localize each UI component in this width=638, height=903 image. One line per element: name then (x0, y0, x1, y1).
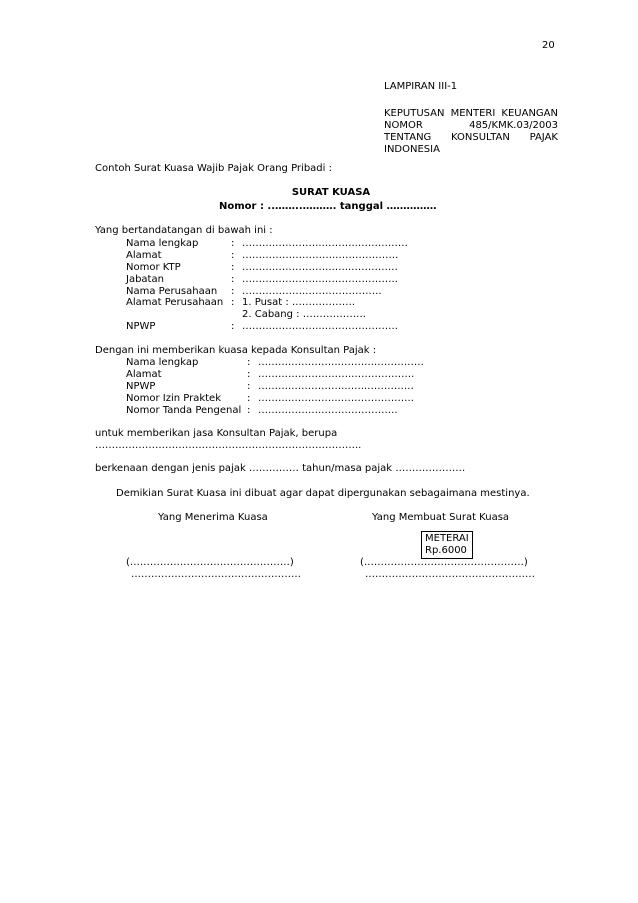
field-label: NPWP (126, 381, 156, 392)
field-label: NPWP (126, 321, 156, 332)
keputusan-word: PAJAK (529, 132, 558, 143)
field-sep: : (231, 250, 235, 261)
keputusan-word: 485/KMK.03/2003 (469, 120, 558, 131)
field-value: ……….…………..………………….. (258, 393, 414, 404)
untuk-line: untuk memberikan jasa Konsultan Pajak, berupa (95, 428, 338, 439)
field-sep: : (231, 286, 235, 297)
keputusan-word: KONSULTAN (451, 132, 510, 143)
field-label: Nama Perusahaan (126, 286, 218, 297)
keputusan-line-2 (384, 120, 558, 132)
keputusan-word: KEPUTUSAN (384, 108, 445, 119)
field-sep: : (247, 381, 251, 392)
field-sep: : (231, 274, 235, 285)
field-label: Nama lengkap (126, 238, 199, 249)
pemberi-heading: Yang bertandatangan di bawah ini : (95, 225, 273, 236)
field-label: Nomor Tanda Pengenal (126, 405, 242, 416)
right-signature-sub: …………………………………………… (365, 569, 535, 580)
right-signature-name: (…………………………………………) (360, 557, 528, 568)
field-value: ……….…………..………..…………… (242, 238, 408, 249)
meterai-stamp-box (421, 531, 473, 559)
lampiran-label: LAMPIRAN III-1 (384, 81, 458, 92)
field-label: Jabatan (126, 274, 164, 285)
keputusan-line-4: INDONESIA (384, 144, 440, 155)
nomor-line: Nomor : ..……..………. tanggal …………… (219, 201, 437, 212)
field-value: ……………….………………….. (242, 286, 382, 297)
keputusan-word: NOMOR (384, 120, 423, 131)
field-value: ……….…………..………..…………… (258, 357, 424, 368)
left-signature-name: (…………………………………………) (126, 557, 294, 568)
field-label: Nomor Izin Praktek (126, 393, 221, 404)
field-sep: : (247, 369, 251, 380)
keputusan-line-3 (384, 132, 558, 144)
field-sep: : (247, 405, 251, 416)
left-signature-sub: …………………………………………… (131, 569, 301, 580)
field-label: Alamat (126, 250, 162, 261)
meterai-value: Rp.6000 (425, 545, 467, 556)
dots-line: …………………………………………………………………….. (95, 440, 362, 451)
field-value: ……….……………..…..…………… (242, 262, 398, 273)
field-label: Alamat (126, 369, 162, 380)
keputusan-word: KEUANGAN (501, 108, 558, 119)
field-value: ……………….………………….. (258, 405, 398, 416)
field-sep: : (231, 321, 235, 332)
keputusan-word: TENTANG (384, 132, 432, 143)
keputusan-line-1 (384, 108, 558, 120)
demikian-line: Demikian Surat Kuasa ini dibuat agar dapat dipergunakan sebagaimana mestinya. (116, 488, 530, 499)
field-value: ……….…………..………………….. (242, 321, 398, 332)
field-value: ……….…………..………………….. (242, 274, 398, 285)
field-sep: : (231, 238, 235, 249)
keputusan-word: MENTERI (450, 108, 496, 119)
berkenaan-line: berkenaan dengan jenis pajak …………… tahun/masa pajak ………………… (95, 463, 466, 474)
field-value: ……………………….………………. (242, 250, 399, 261)
field-label: Nama lengkap (126, 357, 199, 368)
field-value: ……………………….………………. (258, 369, 415, 380)
field-sep: : (231, 297, 235, 308)
penerima-heading: Dengan ini memberikan kuasa kepada Konsultan Pajak : (95, 345, 377, 356)
field-sep: : (247, 357, 251, 368)
field-value: 2. Cabang : ………………. (242, 309, 366, 320)
left-signature-title: Yang Menerima Kuasa (158, 512, 268, 523)
meterai-label: METERAI (425, 533, 469, 544)
field-value: 1. Pusat : ………………. (242, 297, 356, 308)
field-sep: : (231, 262, 235, 273)
field-label: Nomor KTP (126, 262, 181, 273)
document-title: SURAT KUASA (291, 187, 371, 198)
field-label: Alamat Perusahaan (126, 297, 224, 308)
field-value: ……….……………..…..…………… (258, 381, 414, 392)
right-signature-title: Yang Membuat Surat Kuasa (372, 512, 510, 523)
field-sep: : (247, 393, 251, 404)
intro-text: Contoh Surat Kuasa Wajib Pajak Orang Pribadi : (95, 163, 332, 174)
page-number: 20 (542, 40, 555, 51)
